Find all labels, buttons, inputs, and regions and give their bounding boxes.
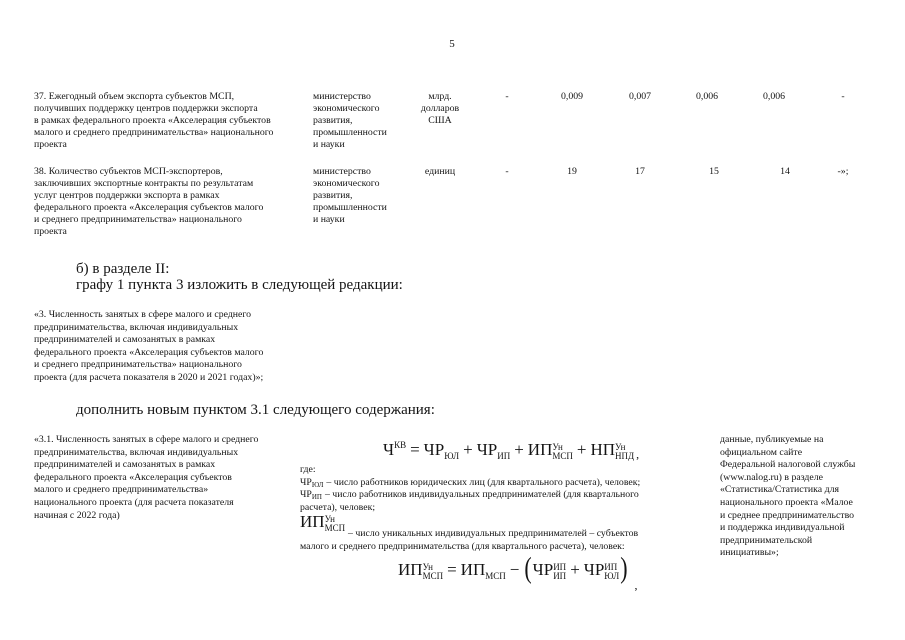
value-cell: - xyxy=(505,91,509,102)
formula-superscript: ИП xyxy=(604,562,618,572)
responsible-line: экономического xyxy=(313,178,380,189)
indicator-line: малого и среднего предпринимательства» национального xyxy=(34,127,274,138)
source-line: национального проекта «Малое xyxy=(720,496,853,508)
formula-lhs xyxy=(398,557,443,583)
value-cell: 17 xyxy=(635,166,645,177)
source-line: «Статистика/Статистика для xyxy=(720,484,839,496)
value-cell: 14 xyxy=(780,166,790,177)
responsible-line: развития, xyxy=(313,190,353,201)
indicator-line: федерального проекта «Акселерация субъектов малого xyxy=(34,202,264,213)
replacement-quote xyxy=(34,309,263,385)
quote-line: и среднего предпринимательства» национального xyxy=(34,359,242,371)
formula-term xyxy=(584,557,619,583)
indicator-line: проекта xyxy=(34,226,67,237)
formula-superscript: Ун xyxy=(615,442,626,452)
formula-symbol: ИП xyxy=(527,440,553,459)
indicator-line: 38. Количество субъектов МСП-экспортеров, xyxy=(34,166,223,177)
value-cell: -»; xyxy=(837,166,849,177)
value-cell: 15 xyxy=(709,166,719,177)
definition-symbol xyxy=(300,489,322,500)
formula-symbol: ЧР xyxy=(583,560,605,579)
plus-sign: + xyxy=(463,440,473,459)
responsible-line: развития, xyxy=(313,115,353,126)
formula-subscript: ИП xyxy=(497,451,511,461)
definition-text: – число работников юридических лиц (для квартального расчета), человек; xyxy=(326,477,641,488)
responsible-line: министерство xyxy=(313,91,371,102)
quote-line: «3. Численность занятых в сфере малого и среднего xyxy=(34,309,252,320)
responsible-cell xyxy=(313,166,387,226)
responsible-cell xyxy=(313,91,387,151)
unit-line: единиц xyxy=(424,166,456,177)
indicator-line: 37. Ежегодный объем экспорта субъектов МСП, xyxy=(34,91,235,102)
plus-sign: + xyxy=(570,560,580,579)
formula-symbol: ЧР xyxy=(476,440,498,459)
formula-employment xyxy=(383,434,639,467)
formula-unique-entrepreneurs xyxy=(398,550,638,592)
formula-symbol: ЧР xyxy=(532,560,554,579)
indicator-line: проекта xyxy=(34,139,67,150)
responsible-line: и науки xyxy=(313,214,345,225)
formula-superscript: Ун xyxy=(422,562,433,572)
open-parenthesis: ( xyxy=(524,550,532,585)
indicator-cell xyxy=(34,91,273,151)
formula-subscript: МСП xyxy=(552,451,573,461)
source-line: и среднее предпринимательство xyxy=(720,509,855,521)
indicator-cell xyxy=(34,166,263,238)
formula-subscript: МСП xyxy=(422,571,444,581)
formula-scripts xyxy=(552,443,573,461)
equals-sign: = xyxy=(447,560,457,579)
formula-term xyxy=(533,557,567,583)
source-line: Федеральной налоговой службы xyxy=(720,459,856,471)
formula-scripts xyxy=(604,563,619,581)
page-number: 5 xyxy=(449,38,455,50)
formula-scripts xyxy=(615,443,634,461)
definition-symbol xyxy=(300,511,345,533)
formula-term xyxy=(477,439,511,467)
formula-scripts xyxy=(325,515,346,533)
definition-symbol xyxy=(300,477,323,488)
quote-line: предпринимательства, включая индивидуальных xyxy=(34,321,239,333)
definition-text: – число уникальных индивидуальных предпринимателей – субъектов xyxy=(348,528,639,539)
formula-comma: , xyxy=(636,447,640,461)
where-label: где: xyxy=(300,464,316,475)
data-source xyxy=(720,434,855,560)
formula-term xyxy=(590,439,634,461)
plus-sign: + xyxy=(514,440,524,459)
equals-sign: = xyxy=(410,440,420,459)
indicator-line: услуг центров поддержки экспорта в рамках xyxy=(34,190,220,201)
definition-text: расчета), человек; xyxy=(300,502,376,513)
indicator-line: и среднего предпринимательства» национального xyxy=(34,214,242,225)
unit-cell xyxy=(410,166,470,178)
definition-text: малого и среднего предпринимательства (для квартального расчета), человек: xyxy=(300,541,625,552)
unit-line: долларов xyxy=(420,103,460,114)
value-cell: 0,007 xyxy=(628,91,652,102)
formula-term xyxy=(424,439,459,467)
addition-instruction: дополнить новым пунктом 3.1 следующего содержания: xyxy=(76,402,435,418)
formula-subscript: ЮЛ xyxy=(604,571,620,581)
formula-subscript: МСП xyxy=(485,571,506,581)
unit-line: США xyxy=(428,115,452,126)
unit-line: млрд. xyxy=(428,91,452,102)
formula-term xyxy=(528,439,573,461)
formula-subscript: ИП xyxy=(553,571,567,581)
source-line: (www.nalog.ru) в разделе xyxy=(720,471,823,483)
indicator-line: федерального проекта «Акселерация субъектов xyxy=(34,471,232,483)
indicator-line: национального проекта (для расчета показателя xyxy=(34,496,234,508)
formula-symbol: ЧР xyxy=(423,440,445,459)
table-row-38 xyxy=(0,166,905,240)
value-cell: - xyxy=(841,91,845,102)
indicator-line: начиная с 2022 года) xyxy=(34,509,120,521)
formula-superscript: Ун xyxy=(324,514,335,524)
responsible-line: промышленности xyxy=(313,127,387,138)
quote-line: проекта (для расчета показателя в 2020 и 2021 годах)»; xyxy=(34,371,264,383)
formula-superscript: КВ xyxy=(394,440,407,450)
indicator-line: «3.1. Численность занятых в сфере малого и среднего xyxy=(34,434,259,445)
quote-line: предпринимателей и самозанятых в рамках xyxy=(34,334,216,346)
source-line: официальном сайте xyxy=(720,446,803,458)
section-instruction: графу 1 пункта 3 изложить в следующей редакции: xyxy=(76,277,403,293)
responsible-line: министерство xyxy=(313,166,371,177)
source-line: предпринимательской xyxy=(720,534,813,546)
responsible-line: и науки xyxy=(313,139,345,150)
formula-subscript: ЮЛ xyxy=(311,481,324,489)
indicator-line: малого и среднего предпринимательства» xyxy=(34,484,209,496)
quote-line: федерального проекта «Акселерация субъектов малого xyxy=(34,346,264,358)
indicator-line: заключивших экспортные контракты по результатам xyxy=(34,178,254,189)
indicator-line: предпринимателей и самозанятых в рамках xyxy=(34,459,216,471)
formula-subscript: НПД xyxy=(615,451,635,461)
unit-cell xyxy=(410,91,470,127)
section-heading: б) в разделе II: xyxy=(76,261,170,277)
plus-sign: + xyxy=(576,440,587,459)
indicator-line: в рамках федерального проекта «Акселерация субъектов xyxy=(34,115,271,126)
formula-symbol: ИП xyxy=(460,560,486,579)
responsible-line: промышленности xyxy=(313,202,387,213)
formula-subscript: ИП xyxy=(311,493,322,501)
formula-symbol: ИП xyxy=(398,560,423,579)
formula-lhs xyxy=(383,434,406,461)
formula-scripts xyxy=(423,563,444,581)
formula-term xyxy=(461,557,506,589)
formula-symbol: Ч xyxy=(383,440,395,459)
formula-subscript: МСП xyxy=(324,523,346,533)
indicator-line: предпринимательства, включая индивидуальных xyxy=(34,446,239,458)
formula-superscript: ИП xyxy=(553,562,567,572)
formula-scripts xyxy=(553,563,566,581)
formula-subscript: ЮЛ xyxy=(444,451,460,461)
responsible-line: экономического xyxy=(313,103,380,114)
formula-comma: , xyxy=(634,578,638,592)
source-line: данные, публикуемые на xyxy=(720,434,824,445)
indicator-3-1 xyxy=(34,434,258,522)
value-cell: 0,006 xyxy=(762,91,786,102)
indicator-line: получивших поддержку центров поддержки экспорта xyxy=(34,103,258,114)
value-cell: 0,006 xyxy=(695,91,719,102)
definition-text: – число работников индивидуальных предпринимателей (для квартального xyxy=(324,489,639,500)
value-cell: 19 xyxy=(567,166,577,177)
close-parenthesis: ) xyxy=(620,550,628,585)
formula-superscript: Ун xyxy=(552,442,563,452)
value-cell: - xyxy=(505,166,509,177)
source-line: инициативы»; xyxy=(720,547,779,559)
source-line: и поддержка индивидуальной xyxy=(720,522,845,534)
formula-symbol: ИП xyxy=(300,512,325,531)
formula-symbol: ЧР xyxy=(300,489,312,500)
formula-symbol: ЧР xyxy=(300,477,312,488)
table-row-37 xyxy=(0,91,905,165)
formula-symbol: НП xyxy=(590,440,616,459)
minus-sign: − xyxy=(509,560,520,579)
value-cell: 0,009 xyxy=(560,91,584,102)
definition-line xyxy=(300,489,639,503)
